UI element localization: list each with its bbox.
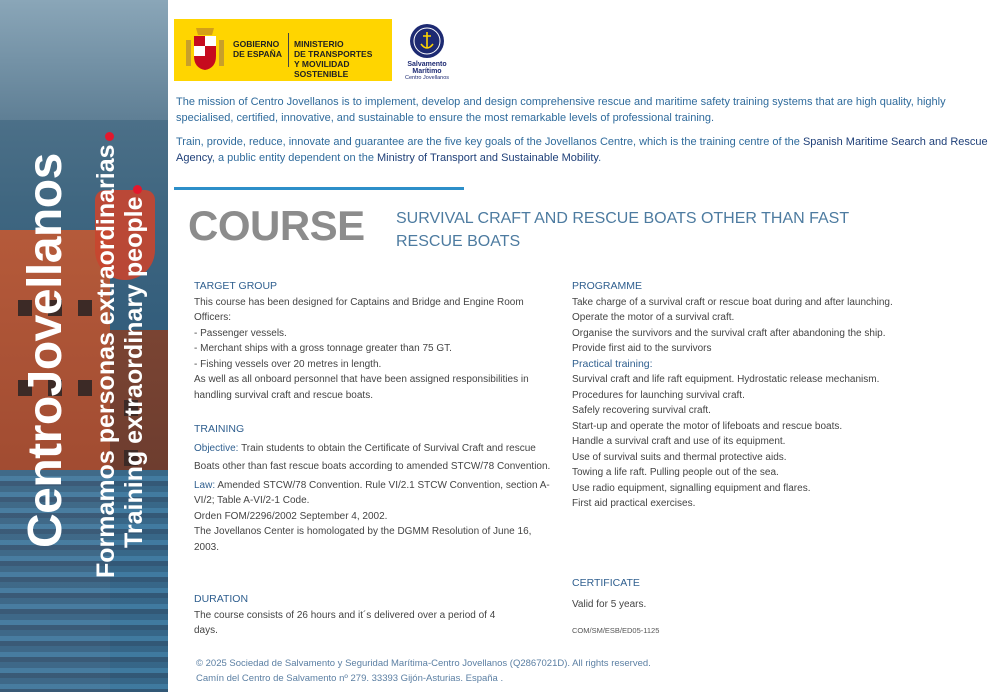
sidebar-photo (0, 0, 168, 692)
salvamento-logo (404, 24, 450, 81)
divider (174, 187, 464, 190)
tagline-en: Training extraordinary people (120, 185, 149, 548)
ministry-link: Ministry of Transport and Sustainable Mobility (377, 152, 599, 164)
list-item: First aid practical exercises. (572, 498, 696, 509)
course-title: SURVIVAL CRAFT AND RESCUE BOATS OTHER THAN FAST RESCUE BOATS (396, 210, 849, 250)
training-section (194, 422, 554, 555)
gov-line-1: GOBIERNO (233, 39, 280, 49)
list-item: - Merchant ships with a gross tonnage greater than 75 GT. (194, 343, 452, 354)
certificate-text: Valid for 5 years. (572, 598, 647, 610)
list-item: Orden FOM/2296/2002 September 4, 2002. (194, 510, 388, 522)
salvamento-name: Salvamento Marítimo (407, 61, 447, 75)
mission-text (176, 94, 988, 174)
list-item: Take charge of a survival craft or rescue boat during and after launching. (572, 296, 893, 308)
list-item: Organise the survivors and the survival craft after abandoning the ship. (572, 327, 886, 339)
list-item: Procedures for launching survival craft. (572, 389, 745, 401)
course-label: COURSE (188, 202, 365, 249)
objective-text: Objective: Train students to obtain the Certificate of Survival Craft and rescue Boats other than fast rescue boats according to amended STCW/78 Convention. (194, 442, 551, 472)
list-item: Handle a survival craft and use of its equipment. (572, 436, 786, 447)
address-text: Camín del Centro de Salvamento nº 279. 33393 Gijón-Asturias. España . (196, 673, 504, 684)
goals-paragraph: Train, provide, reduce, innovate and guarantee are the five key goals of the Jovellanos Centre, which is the training centre of the Spanish Maritime Search and Rescue Agency, a public entity dependent on the Ministry of Transport and Sustainable Mobility. (176, 136, 988, 164)
footer (196, 656, 651, 686)
list-item: - Fishing vessels over 20 metres in length. (194, 358, 382, 370)
salvamento-sub: Centro Jovellanos (404, 75, 450, 81)
coat-of-arms-icon (184, 26, 226, 74)
ministry-line-2: DE TRANSPORTES (294, 49, 373, 59)
target-group-heading: TARGET GROUP (194, 280, 278, 292)
target-group-section (194, 279, 554, 403)
certificate-heading: CERTIFICATE (572, 577, 640, 589)
certificate-section (572, 576, 932, 639)
list-item: This course has been designed for Captains and Bridge and Engine Room Officers: (194, 296, 524, 323)
list-item: Survival craft and life raft equipment. Hydrostatic release mechanism. (572, 374, 880, 385)
programme-heading: PROGRAMME (572, 280, 643, 292)
practical-heading: Practical training: (572, 357, 653, 370)
anchor-icon (410, 24, 444, 58)
duration-section (194, 592, 514, 639)
list-item: As well as all onboard personnel that have been assigned responsibilities in handling survival craft and rescue boats. (194, 374, 529, 401)
duration-text: The course consists of 26 hours and it´s delivered over a period of 4 days. (194, 609, 496, 636)
document-code: COM/SM/ESB/ED05-1125 (572, 626, 660, 635)
list-item: Start-up and operate the motor of lifeboats and rescue boats. (572, 420, 843, 432)
copyright-text: © 2025 Sociedad de Salvamento y Seguridad Marítima-Centro Jovellanos (Q2867021D). All rights reserved. (196, 658, 651, 669)
list-item: Use of survival suits and thermal protective aids. (572, 451, 787, 463)
list-item: - Passenger vessels. (194, 327, 287, 339)
list-item: Use radio equipment, signalling equipment and flares. (572, 482, 811, 494)
list-item: The Jovellanos Center is homologated by the DGMM Resolution of June 16, 2003. (194, 526, 532, 553)
list-item: Operate the motor of a survival craft. (572, 312, 735, 323)
ministry-line-3: Y MOVILIDAD SOSTENIBLE (294, 59, 350, 79)
training-heading: TRAINING (194, 423, 245, 435)
list-item: Provide first aid to the survivors (572, 343, 712, 354)
mission-paragraph: The mission of Centro Jovellanos is to implement, develop and design comprehensive rescue and maritime safety training systems that are high quality, highly specialised, certified, innovative, and sustainable to ensure the most remarkable levels of professional training. (176, 96, 946, 124)
agency-link: Spanish Maritime Search and Rescue Agency (176, 136, 988, 164)
gov-line-2: DE ESPAÑA (233, 49, 282, 59)
duration-heading: DURATION (194, 593, 249, 605)
brand-text: CentroJovellanos (19, 153, 72, 548)
law-text: Law: Amended STCW/78 Convention. Rule VI/2.1 STCW Convention, section A-VI/2; Table A-VI/2-1 Code. (194, 479, 550, 506)
ministry-line-1: MINISTERIO (294, 39, 344, 49)
government-logo (174, 19, 392, 81)
list-item: Safely recovering survival craft. (572, 405, 711, 416)
tagline-es: Formamos personas extraordinarias (92, 133, 121, 579)
programme-section (572, 279, 932, 512)
list-item: Towing a life raft. Pulling people out of the sea. (572, 467, 779, 478)
